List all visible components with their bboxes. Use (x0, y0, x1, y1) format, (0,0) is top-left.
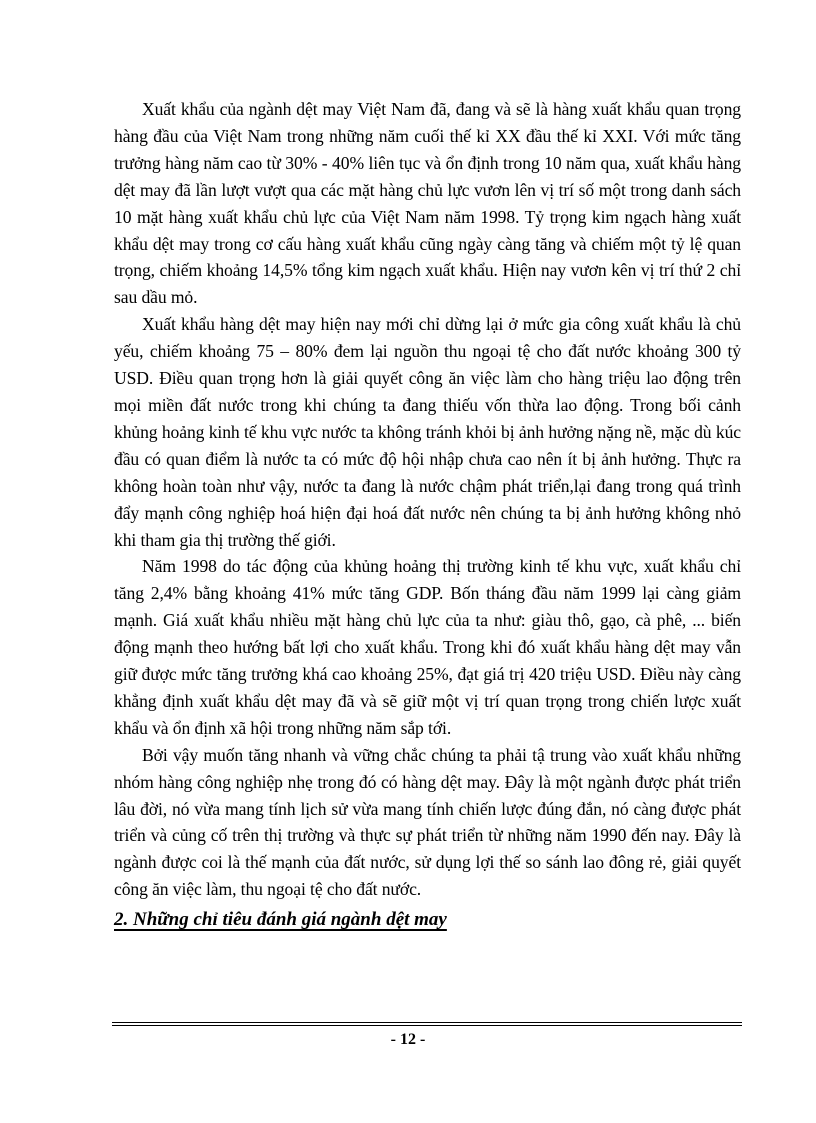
paragraph-export-overview: Xuất khẩu của ngành dệt may Việt Nam đã, đang và sẽ là hàng xuất khẩu quan trọng hàng đầu của Việt Nam trong những năm cuối thế kỉ XX đầu thế kỉ XXI. Với mức tăng trưởng hàng năm cao từ 30% - 40% liên tục và ổn định trong 10 năm qua, xuất khẩu hàng dệt may đã lần lượt vượt qua các mặt hàng chủ lực vươn lên vị trí số một trong danh sách 10 mặt hàng xuất khẩu chủ lực của Việt Nam năm 1998. Tỷ trọng kim ngạch hàng xuất khẩu dệt may trong cơ cấu hàng xuất khẩu cũng ngày càng tăng và chiếm một tỷ lệ quan trọng, chiếm khoảng 14,5% tổng kim ngạch xuất khẩu. Hiện nay vươn kên vị trí thứ 2 chỉ sau dầu mỏ. (114, 99, 741, 308)
page-number: - 12 - (390, 1031, 426, 1048)
document-body (114, 96, 741, 933)
paragraph-1998-crisis: Năm 1998 do tác động của khủng hoảng thị trường kinh tế khu vực, xuất khẩu chỉ tăng 2,4% bằng khoảng 41% mức tăng GDP. Bốn tháng đầu năm 1999 lại càng giảm mạnh. Giá xuất khẩu nhiều mặt hàng chủ lực của ta như: giàu thô, gạo, cà phê, ... biến động mạnh theo hướng bất lợi cho xuất khẩu. Trong khi đó xuất khẩu hàng dệt may vẫn giữ được mức tăng trưởng khá cao khoảng 25%, đạt giá trị 420 triệu USD. Điều này càng khẳng định xuất khẩu dệt may đã và sẽ giữ một vị trí quan trọng trong chiến lược xuất khẩu và ổn định xã hội trong những năm sắp tới. (114, 556, 741, 738)
paragraph-processing-exports: Xuất khẩu hàng dệt may hiện nay mới chỉ dừng lại ở mức gia công xuất khẩu là chủ yếu, chiếm khoảng 75 – 80% đem lại nguồn thu ngoại tệ cho đất nước khoảng 300 tỷ USD. Điều quan trọng hơn là giải quyết công ăn việc làm cho hàng triệu lao động trên mọi miền đất nước trong khi chúng ta đang thiếu vốn thừa lao động. Trong bối cảnh khủng hoảng kinh tế khu vực nước ta không tránh khỏi bị ảnh hưởng nặng nề, mặc dù kúc đầu có quan điểm là nước ta có mức độ hội nhập chưa cao nên ít bị ảnh hưởng. Thực ra không hoàn toàn như vậy, nước ta đang là nước chậm phát triển,lại đang trong quá trình đẩy mạnh công nghiệp hoá hiện đại hoá đất nước nên chúng ta bị ảnh hưởng không nhỏ khi tham gia thị trường thế giới. (114, 314, 741, 550)
footer-divider-thin (112, 1025, 742, 1026)
paragraph-light-industry: Bởi vậy muốn tăng nhanh và vững chắc chúng ta phải tậ trung vào xuất khẩu những nhóm hàng công nghiệp nhẹ trong đó có hàng dệt may. Đây là một ngành được phát triển lâu đời, nó vừa mang tính lịch sử vừa mang tính chiến lược đúng đắn, nó càng được phát triển và củng cố trên thị trường và thực sự phát triển từ những năm 1990 đến nay. Đây là ngành được coi là thế mạnh của đất nước, sử dụng lợi thế so sánh lao đông rẻ, giải quyết công ăn việc làm, thu ngoại tệ cho đất nước. (114, 744, 741, 900)
footer-divider (112, 1022, 742, 1023)
section-heading: 2. Những chỉ tiêu đánh giá ngành dệt may (114, 909, 447, 931)
